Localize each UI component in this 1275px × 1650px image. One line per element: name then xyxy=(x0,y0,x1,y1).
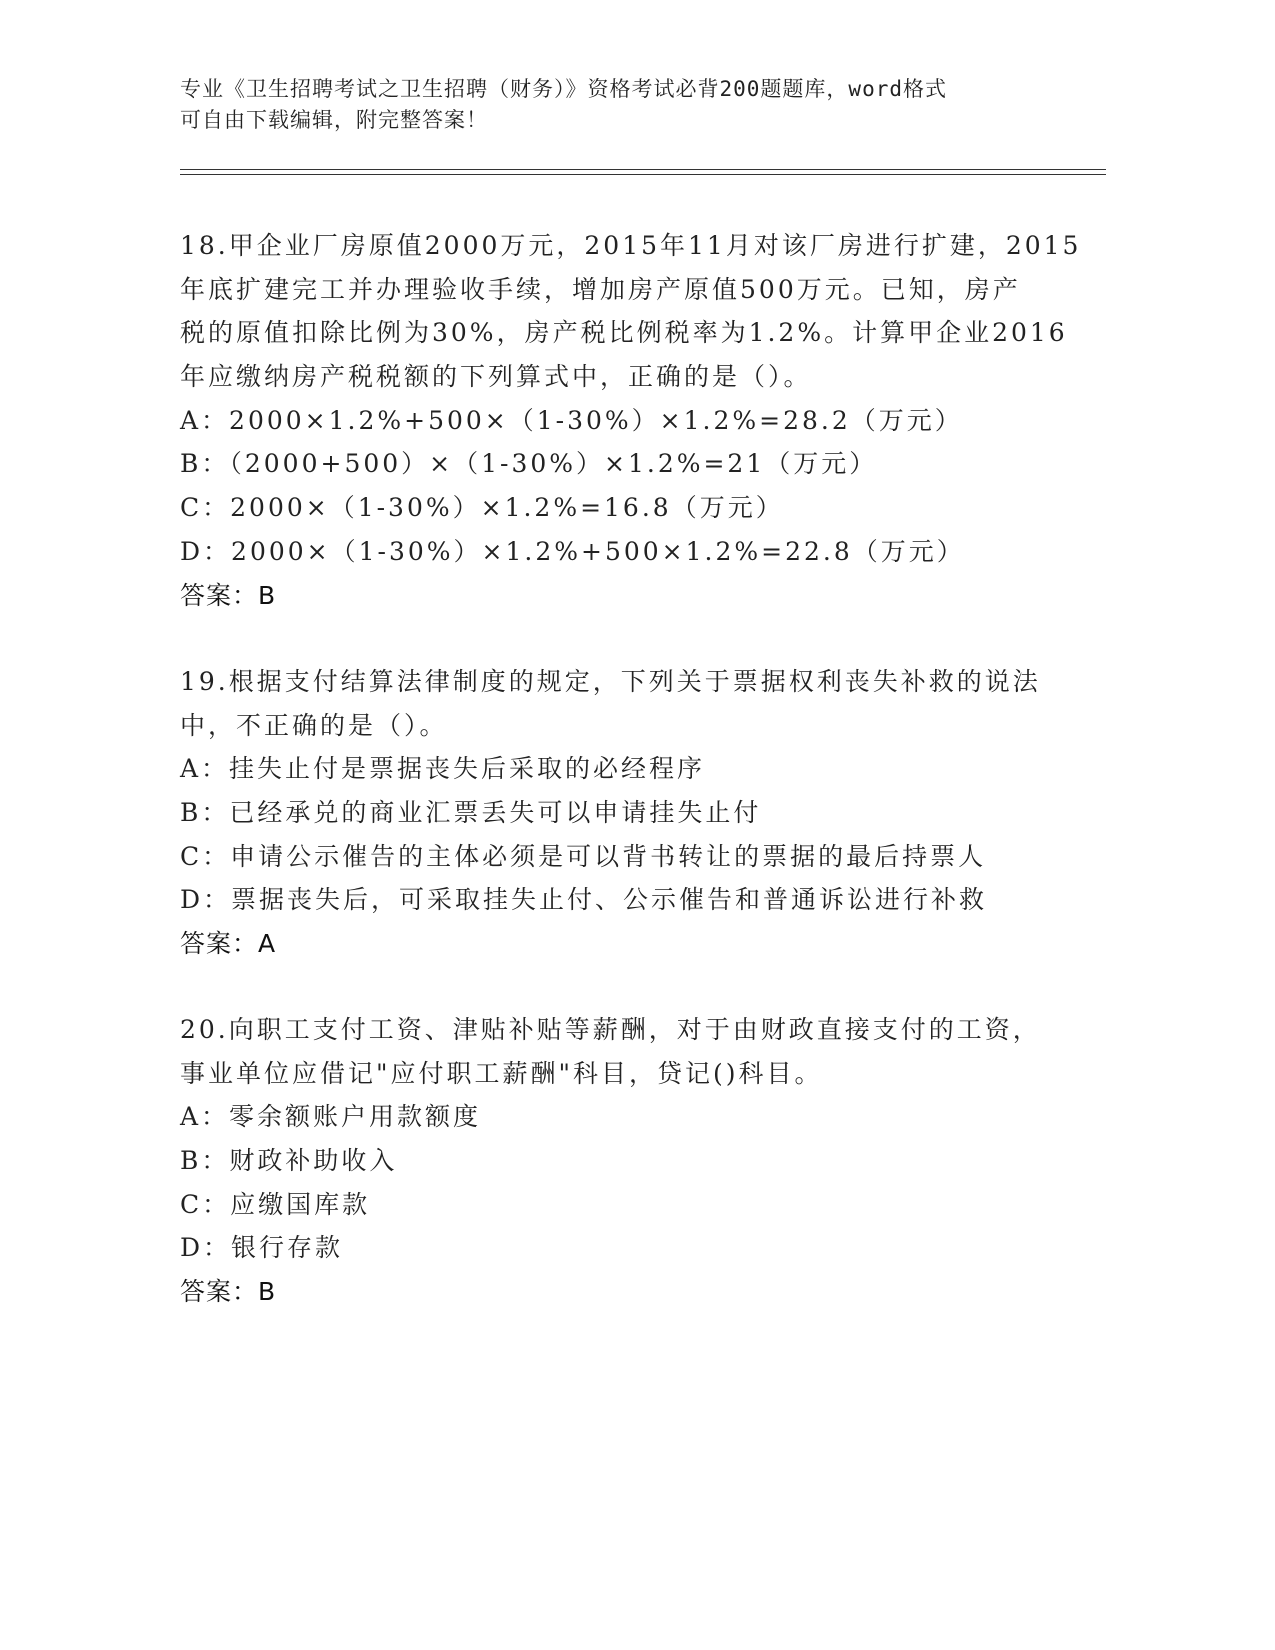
question-19 xyxy=(180,660,1080,966)
question-text-line: 税的原值扣除比例为30%，房产税比例税率为1.2%。计算甲企业2016 xyxy=(180,318,1068,348)
question-18 xyxy=(180,224,1080,617)
question-text-line: 年底扩建完工并办理验收手续，增加房产原值500万元。已知，房产 xyxy=(180,274,1021,304)
header-divider-top xyxy=(180,169,1106,170)
option-d: D：2000×（1-30%）×1.2%+500×1.2%=22.8（万元） xyxy=(180,536,965,566)
question-text-line: 18.甲企业厂房原值2000万元，2015年11月对该厂房进行扩建，2015 xyxy=(180,231,1082,260)
option-a: A：2000×1.2%+500×（1-30%）×1.2%=28.2（万元） xyxy=(180,405,963,435)
option-b: B：已经承兑的商业汇票丢失可以申请挂失止付 xyxy=(180,798,762,828)
header-divider-bottom xyxy=(180,174,1106,175)
document-header xyxy=(180,74,1040,136)
option-d: D：银行存款 xyxy=(180,1233,344,1263)
option-b: B：财政补助收入 xyxy=(180,1146,398,1176)
question-text-line: 年应缴纳房产税税额的下列算式中，正确的是（）。 xyxy=(180,362,812,392)
option-d: D：票据丧失后，可采取挂失止付、公示催告和普通诉讼进行补救 xyxy=(180,885,988,915)
option-c: C：2000×（1-30%）×1.2%=16.8（万元） xyxy=(180,493,784,523)
answer: 答案：A xyxy=(180,929,277,959)
question-text-line: 中，不正确的是（）。 xyxy=(180,710,448,740)
header-line: 可自由下载编辑，附完整答案！ xyxy=(180,108,488,132)
option-a: A：零余额账户用款额度 xyxy=(180,1102,482,1132)
option-a: A：挂失止付是票据丧失后采取的必经程序 xyxy=(180,754,706,784)
header-line: 专业《卫生招聘考试之卫生招聘（财务）》资格考试必背200题题库，word格式 xyxy=(180,77,947,101)
option-c: C：应缴国库款 xyxy=(180,1189,371,1219)
question-20 xyxy=(180,1008,1080,1314)
option-b: B：（2000+500）×（1-30%）×1.2%=21（万元） xyxy=(180,449,878,479)
question-text-line: 事业单位应借记"应付职工薪酬"科目，贷记()科目。 xyxy=(180,1058,823,1088)
question-text-line: 20.向职工支付工资、津贴补贴等薪酬，对于由财政直接支付的工资， xyxy=(180,1015,1041,1044)
option-c: C：申请公示催告的主体必须是可以背书转让的票据的最后持票人 xyxy=(180,841,987,871)
answer: 答案：B xyxy=(180,580,277,610)
answer: 答案：B xyxy=(180,1277,277,1307)
question-text-line: 19.根据支付结算法律制度的规定，下列关于票据权利丧失补救的说法 xyxy=(180,667,1041,696)
